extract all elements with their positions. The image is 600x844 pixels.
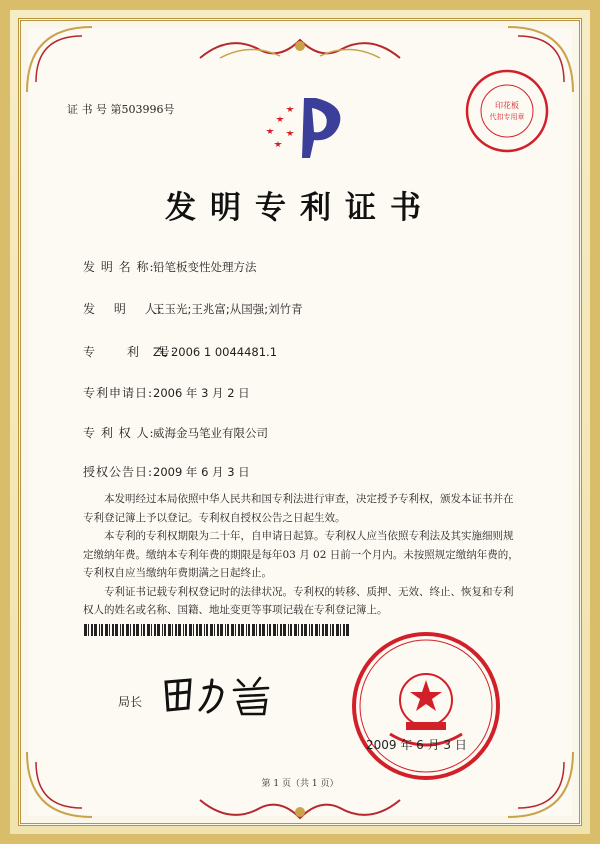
field-value: 2009 年 6 月 3 日	[153, 465, 250, 479]
barcode-bar	[252, 624, 255, 636]
barcode-bar	[175, 624, 177, 636]
barcode-bar	[172, 624, 173, 636]
field-patent-number	[83, 343, 277, 360]
barcode-bar	[105, 624, 108, 636]
certificate-body	[83, 490, 523, 620]
barcode-bar	[88, 624, 89, 636]
barcode-bar	[204, 624, 205, 636]
top-seal-stamp	[462, 66, 552, 156]
barcode-bar	[162, 624, 163, 636]
field-inventors	[83, 300, 303, 317]
field-value: 威海金马笔业有限公司	[153, 426, 268, 440]
body-paragraph: 本发明经过本局依照中华人民共和国专利法进行审查，决定授予专利权，颁发本证书并在专利登记簿上予以登记。专利权自授权公告之日起生效。	[83, 493, 514, 524]
barcode-bar	[315, 624, 318, 636]
field-value: 2006 年 3 月 2 日	[153, 386, 250, 400]
field-label: 专利申请日:	[83, 386, 154, 400]
barcode-bar	[151, 624, 152, 636]
field-label: 专 利 权 人:	[83, 426, 155, 440]
barcode-bar	[301, 624, 303, 636]
page-number: 第 1 页（共 1 页）	[261, 779, 339, 789]
barcode-bar	[267, 624, 268, 636]
barcode-bar	[84, 624, 87, 636]
barcode-bar	[112, 624, 114, 636]
barcode-bar	[120, 624, 121, 636]
barcode-bar	[283, 624, 286, 636]
barcode-bar	[183, 624, 184, 636]
field-grant-date	[83, 463, 250, 480]
barcode-bar	[154, 624, 156, 636]
barcode-bar	[133, 624, 135, 636]
barcode-bar	[168, 624, 171, 636]
body-paragraph: 专利证书记载专利权登记时的法律状况。专利权的转移、质押、无效、终止、恢复和专利权人的姓名或名称、国籍、地址变更等事项记载在专利登记簿上。	[83, 585, 514, 616]
field-label: 专 利 号:	[83, 345, 176, 359]
barcode-bar	[109, 624, 110, 636]
barcode-bar	[210, 624, 213, 636]
barcode-bar	[319, 624, 320, 636]
bottom-ornament	[190, 790, 410, 830]
barcode-bar	[225, 624, 226, 636]
barcode-bar	[94, 624, 97, 636]
barcode-bar	[193, 624, 194, 636]
certificate-title: 发明专利证书	[165, 190, 435, 226]
barcode-bar	[294, 624, 297, 636]
patent-office-logo	[258, 92, 358, 162]
barcode-bar	[196, 624, 198, 636]
barcode-bar	[269, 624, 271, 636]
barcode-bar	[220, 624, 223, 636]
barcode-bar	[241, 624, 244, 636]
barcode-bar	[130, 624, 131, 636]
barcode-bar	[189, 624, 192, 636]
barcode-bar	[235, 624, 236, 636]
barcode-bar	[178, 624, 181, 636]
barcode-bar	[101, 624, 103, 636]
barcode-bar	[343, 624, 345, 636]
barcode-bar	[273, 624, 276, 636]
barcode-bar	[280, 624, 282, 636]
barcode-bar	[126, 624, 129, 636]
barcode-bar	[214, 624, 215, 636]
barcode-bar	[336, 624, 339, 636]
field-value: 王玉光;王兆富;从国强;刘竹青	[153, 302, 303, 316]
top-ornament	[190, 28, 410, 68]
field-value: ZL 2006 1 0044481.1	[153, 345, 278, 359]
barcode-bar	[332, 624, 334, 636]
field-filing-date	[83, 384, 250, 401]
barcode-bar	[238, 624, 240, 636]
field-label: 发 明 人:	[83, 302, 163, 316]
barcode-bar	[304, 624, 307, 636]
issue-date: 2009 年 6 月 3 日	[366, 738, 467, 752]
barcode-bar	[340, 624, 341, 636]
barcode-bar	[277, 624, 278, 636]
barcode-bar	[141, 624, 142, 636]
barcode-bar	[290, 624, 292, 636]
barcode-bar	[246, 624, 247, 636]
field-label: 授权公告日:	[83, 465, 154, 479]
director-signature	[160, 670, 300, 716]
director-label: 局长	[118, 695, 143, 709]
barcode-bar	[227, 624, 229, 636]
barcode-bar	[262, 624, 265, 636]
official-seal-stamp	[350, 630, 502, 782]
certificate-number: 证 书 号 第503996号	[67, 103, 175, 116]
barcode	[84, 624, 350, 636]
barcode-bar	[91, 624, 93, 636]
field-patentee	[83, 424, 268, 441]
barcode-bar	[346, 624, 349, 636]
barcode-bar	[143, 624, 145, 636]
field-value: 铅笔板变性处理方法	[153, 260, 257, 274]
barcode-bar	[136, 624, 139, 636]
barcode-bar	[199, 624, 202, 636]
barcode-bar	[217, 624, 219, 636]
field-invention-name	[83, 258, 257, 275]
barcode-bar	[185, 624, 187, 636]
barcode-bar	[157, 624, 160, 636]
barcode-bar	[256, 624, 257, 636]
barcode-bar	[309, 624, 310, 636]
barcode-bar	[122, 624, 124, 636]
barcode-bar	[164, 624, 166, 636]
barcode-bar	[231, 624, 234, 636]
barcode-bar	[298, 624, 299, 636]
barcode-bar	[99, 624, 100, 636]
barcode-bar	[322, 624, 324, 636]
svg-text:代扣专用章: 代扣专用章	[489, 113, 525, 121]
barcode-bar	[325, 624, 328, 636]
barcode-bar	[115, 624, 118, 636]
body-paragraph: 本专利的专利权期限为二十年，自申请日起算。专利权人应当依照专利法及其实施细则规定缴纳年费。缴纳本专利年费的期限是每年03 月 02 日前一个月内。未按照规定缴纳年费的，专利权自应当缴纳年费期满之日起终止。	[83, 530, 519, 579]
field-label: 发 明 名 称:	[83, 260, 155, 274]
barcode-bar	[330, 624, 331, 636]
corner-ornament	[22, 22, 102, 102]
barcode-bar	[259, 624, 261, 636]
barcode-bar	[288, 624, 289, 636]
barcode-bar	[147, 624, 150, 636]
barcode-bar	[206, 624, 208, 636]
barcode-bar	[248, 624, 250, 636]
svg-text:印花板: 印花板	[495, 101, 519, 110]
barcode-bar	[311, 624, 313, 636]
